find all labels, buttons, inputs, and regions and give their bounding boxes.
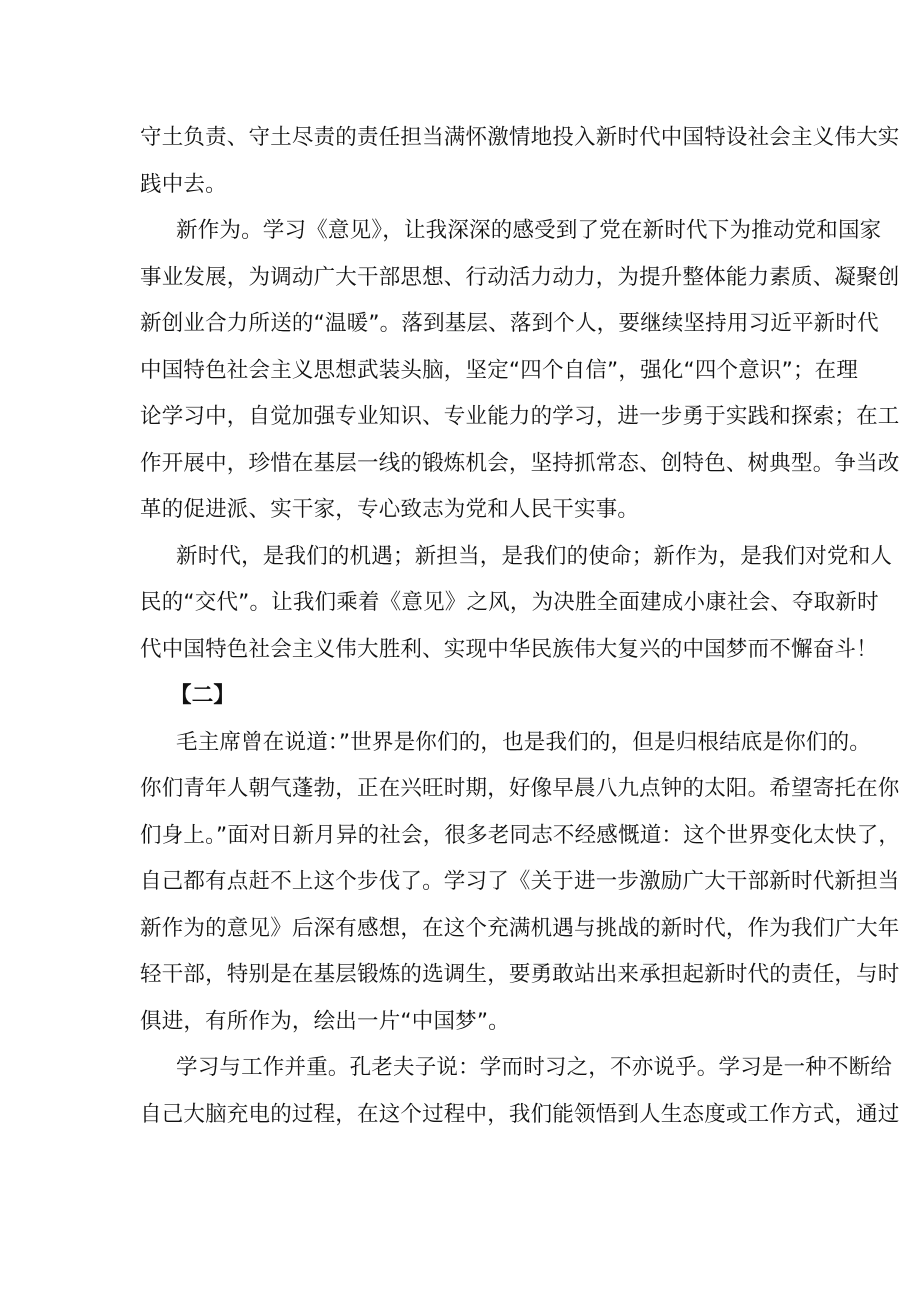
text-line: 轻干部，特别是在基层锻炼的选调生，要勇敢站出来承担起新时代的责任，与时 bbox=[140, 962, 900, 987]
text-line: 新创业合力所送的“温暖”。落到基层、落到个人，要继续坚持用习近平新时代 bbox=[140, 311, 879, 336]
text-line: 代中国特色社会主义伟大胜利、实现中华民族伟大复兴的中国梦而不懈奋斗！ bbox=[140, 636, 878, 662]
text-line: 民的“交代”。让我们乘着《意见》之风，为决胜全面建成小康社会、夺取新时 bbox=[140, 590, 879, 615]
text-line: 论学习中，自觉加强专业知识、专业能力的学习，进一步勇于实践和探索；在工 bbox=[140, 404, 900, 429]
text-line: 践中去。 bbox=[140, 171, 227, 197]
paragraph-start-line: 毛主席曾在说道：”世界是你们的，也是我们的，但是归根结底是你们的。 bbox=[176, 729, 871, 755]
section-heading: 【二】 bbox=[170, 683, 236, 708]
text-line: 新作为的意见》后深有感想，在这个充满机遇与挑战的新时代，作为我们广大年 bbox=[140, 915, 900, 941]
text-line: 自己大脑充电的过程，在这个过程中，我们能领悟到人生态度或工作方式，通过 bbox=[140, 1101, 900, 1127]
text-line: 你们青年人朝气蓬勃，正在兴旺时期，好像早晨八九点钟的太阳。希望寄托在你 bbox=[140, 776, 900, 801]
text-line: 中国特色社会主义思想武装头脑，坚定“四个自信”，强化“四个意识”；在理 bbox=[140, 357, 859, 383]
paragraph-start-line: 新时代，是我们的机遇；新担当，是我们的使命；新作为，是我们对党和人 bbox=[176, 543, 893, 569]
text-line: 事业发展，为调动广大干部思想、行动活力动力，为提升整体能力素质、凝聚创 bbox=[140, 264, 900, 290]
text-line: 们身上。”面对日新月异的社会，很多老同志不经感慨道：这个世界变化太快了， bbox=[140, 822, 901, 848]
paragraph-start-line: 学习与工作并重。孔老夫子说：学而时习之，不亦说乎。学习是一种不断给 bbox=[176, 1055, 893, 1080]
paragraph-start-line: 新作为。学习《意见》，让我深深的感受到了党在新时代下为推动党和国家 bbox=[176, 218, 882, 243]
text-line: 自己都有点赶不上这个步伐了。学习了《关于进一步激励广大干部新时代新担当 bbox=[140, 869, 900, 894]
text-line: 俱进，有所作为，绘出一片“中国梦”。 bbox=[140, 1008, 510, 1034]
text-line: 守土负责、守土尽责的责任担当满怀激情地投入新时代中国特设社会主义伟大实 bbox=[140, 125, 900, 150]
text-line: 革的促进派、实干家，专心致志为党和人民干实事。 bbox=[140, 497, 640, 522]
document-body bbox=[140, 115, 901, 1138]
text-line: 作开展中，珍惜在基层一线的锻炼机会，坚持抓常态、创特色、树典型。争当改 bbox=[140, 450, 900, 476]
